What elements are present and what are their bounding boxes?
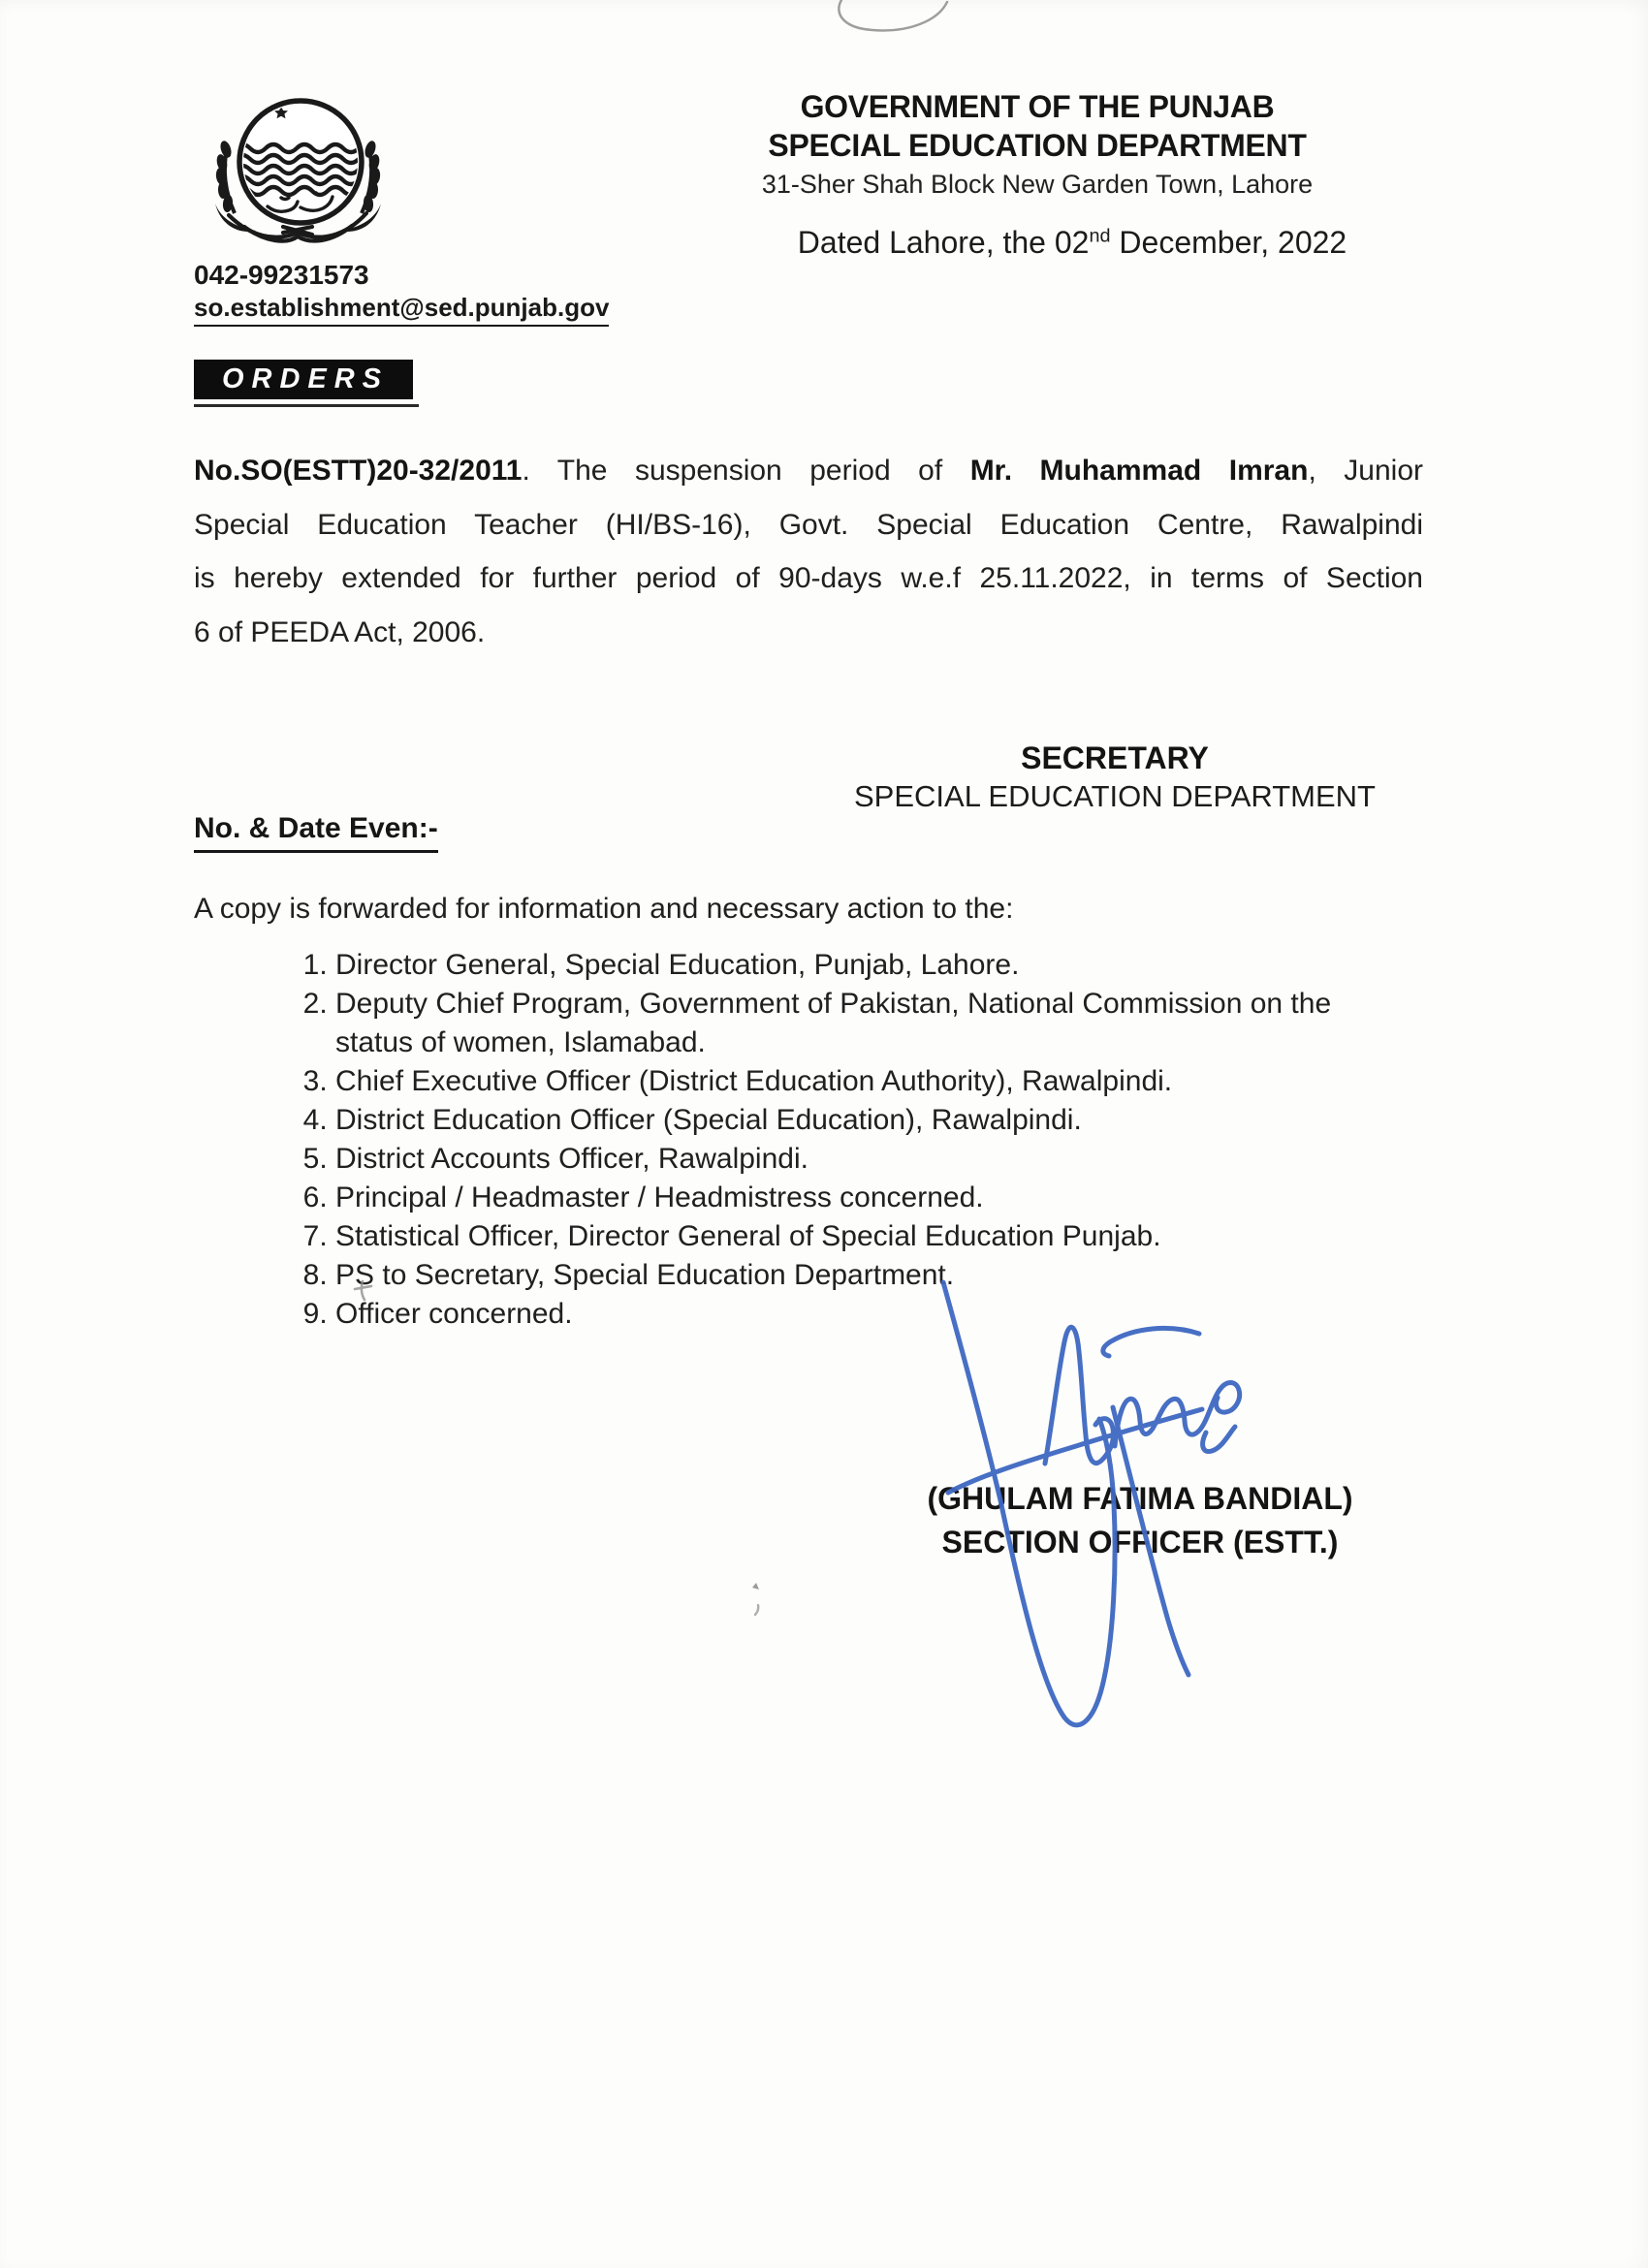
list-item: 8. PS to Secretary, Special Education Department. [335, 1256, 1344, 1295]
order-paragraph-bold-segment: Mr. Muhammad Imran [969, 455, 1309, 487]
order-paragraph-segment: Special Education Teacher (HI/BS-16), Govt. Special Education Centre, Rawalpindi [194, 508, 1423, 541]
date-suffix: December, 2022 [1110, 225, 1347, 260]
orders-heading-label: ORDERS [221, 363, 390, 394]
date-prefix: Dated Lahore, the 02 [797, 225, 1090, 260]
secretary-signature-block [824, 739, 1406, 816]
reference-label: No. & Date Even:- [194, 812, 438, 853]
forward-note: A copy is forwarded for information and necessary action to the: [194, 893, 1014, 925]
order-paragraph-segment: . The suspension period of [522, 455, 970, 487]
list-item: 1. Director General, Special Education, Punjab, Lahore. [335, 946, 1344, 985]
list-item: 2. Deputy Chief Program, Government of Pakistan, National Commission on the status of women, Islamabad. [335, 985, 1344, 1062]
order-paragraph-line [194, 606, 1423, 660]
date-line [772, 223, 1373, 262]
list-item: 5. District Accounts Officer, Rawalpindi. [335, 1140, 1344, 1179]
signatory-designation: SECTION OFFICER (ESTT.) [941, 1525, 1339, 1559]
order-paragraph-segment: is hereby extended for further period of 90-days w.e.f 25.11.2022, in terms of Section [194, 562, 1423, 594]
secretary-department: SPECIAL EDUCATION DEPARTMENT [854, 779, 1376, 813]
letterhead [737, 87, 1338, 202]
order-paragraph [194, 444, 1423, 659]
date-ordinal-superscript: nd [1089, 225, 1111, 247]
order-paragraph-line [194, 551, 1423, 606]
email-address: so.establishment@sed.punjab.gov [194, 293, 609, 327]
list-item: 9. Officer concerned. [335, 1295, 1344, 1334]
ink-speck-marks [746, 1580, 772, 1619]
phone-number: 042-99231573 [194, 260, 369, 290]
pen-smudge-mark [351, 1279, 376, 1303]
signatory-name: (GHULAM FATIMA BANDIAL) [927, 1481, 1353, 1516]
list-item: 7. Statistical Officer, Director General of Special Education Punjab. [335, 1217, 1344, 1256]
office-address: 31-Sher Shah Block New Garden Town, Lahore [761, 170, 1314, 199]
department-title-line2: SPECIAL EDUCATION DEPARTMENT [768, 128, 1307, 163]
order-paragraph-segment: , Junior [1308, 455, 1423, 487]
government-title-line1: GOVERNMENT OF THE PUNJAB [800, 89, 1275, 124]
punjab-government-crest-logo [194, 89, 402, 252]
orders-underline [194, 404, 419, 407]
order-paragraph-line [194, 498, 1423, 552]
secretary-title: SECRETARY [1021, 740, 1209, 775]
order-paragraph-line [194, 444, 1423, 498]
list-item: 4. District Education Officer (Special Education), Rawalpindi. [335, 1101, 1344, 1140]
scan-curve-artifact [814, 0, 979, 41]
list-item: 3. Chief Executive Officer (District Education Authority), Rawalpindi. [335, 1062, 1344, 1101]
orders-heading-box [194, 360, 413, 399]
list-item: 6. Principal / Headmaster / Headmistress concerned. [335, 1179, 1344, 1217]
order-paragraph-bold-segment: No.SO(ESTT)20-32/2011 [194, 455, 523, 487]
order-paragraph-segment: 6 of PEEDA Act, 2006. [194, 615, 486, 648]
handwritten-signature-ink [872, 1241, 1280, 1754]
